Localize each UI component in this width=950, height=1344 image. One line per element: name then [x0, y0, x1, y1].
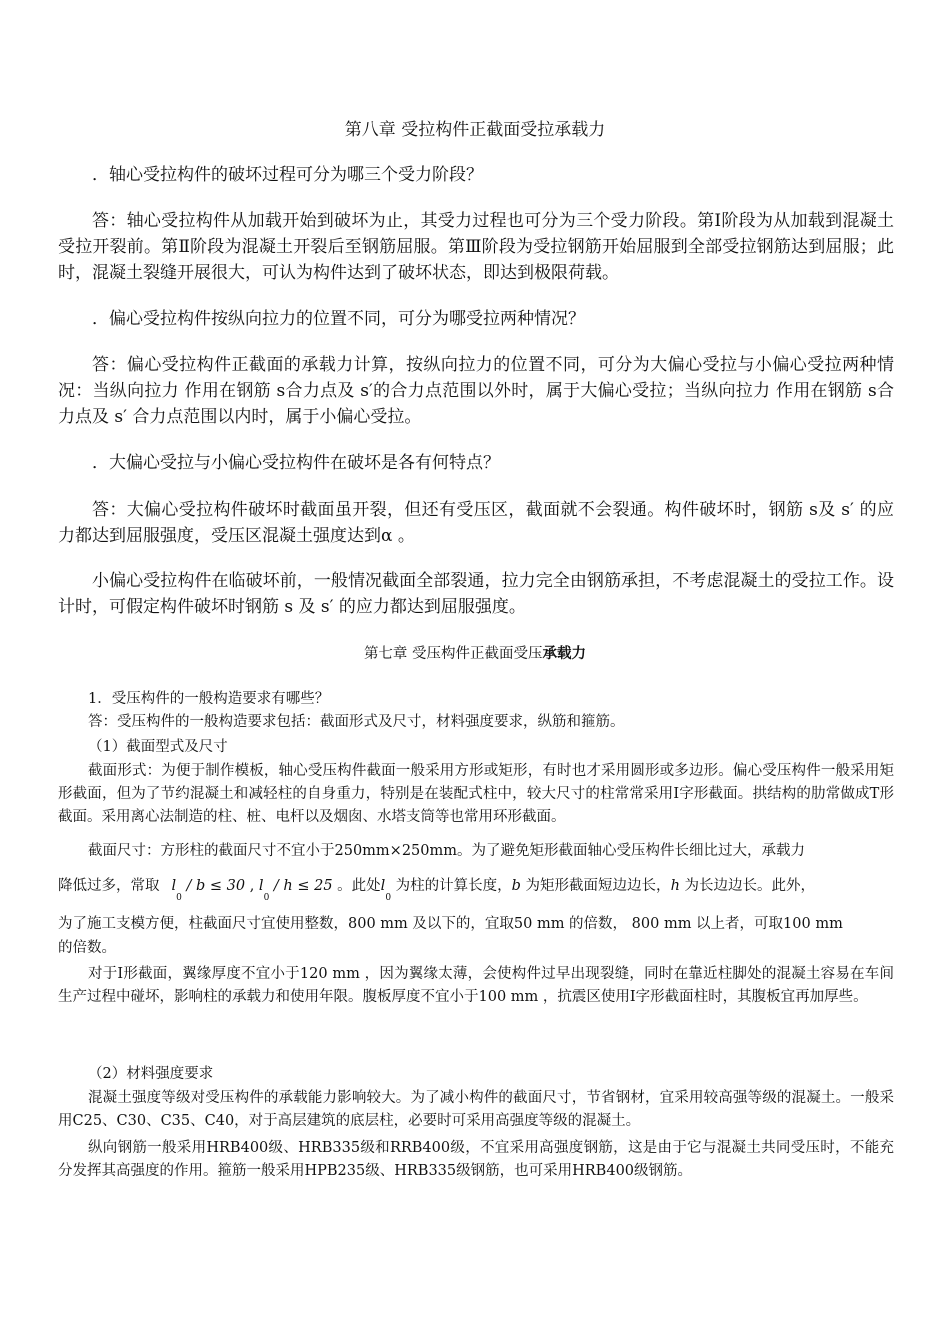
ch7-answer-1: 答：受压构件的一般构造要求包括：截面形式及尺寸，材料强度要求，纵筋和箍筋。 — [88, 714, 625, 730]
section-2-heading: （2）材料强度要求 — [88, 1066, 214, 1082]
formula-h-ratio: / h ≤ 25 — [269, 878, 333, 894]
formula-h: h — [670, 878, 680, 894]
section-steel-paragraph: 纵向钢筋一般采用HRB400级、HRB335级和RRB400级，不宜采用高强度钢筋，这是由于它与混凝土共同受压时，不能充分发挥其高强度的作用。箍筋一般采用HPB235级、HRB335级钢筋，也可采用HRB400级钢筋。 — [58, 1140, 894, 1179]
section-1-heading: （1）截面型式及尺寸 — [88, 739, 228, 755]
formula-mid: 。此处 — [332, 878, 381, 894]
formula-sub-2: 0 — [263, 892, 270, 903]
answer-3: 答：大偏心受拉构件破坏时截面虽开裂，但还有受压区，截面就不会裂通。构件破坏时，钢筋 s及 s′ 的应力都达到屈服强度，受压区混凝土强度达到α 。 — [58, 500, 894, 546]
ch7-question-1: 1．受压构件的一般构造要求有哪些？ — [88, 691, 330, 707]
section-concrete-paragraph: 混凝土强度等级对受压构件的承载能力影响较大。为了减小构件的截面尺寸，节省钢材，宜采用较高强等级的混凝土。一般采用C25、C30、C35、C40，对于高层建筑的底层柱，必要时可采用高强度等级的混凝土。 — [58, 1090, 894, 1129]
question-2: ．偏心受拉构件按纵向拉力的位置不同，可分为哪受拉两种情况？ — [92, 309, 585, 329]
answer-2: 答：偏心受拉构件正截面的承载力计算，按纵向拉力的位置不同，可分为大偏心受拉与小偏心受拉两种情况：当纵向拉力 作用在钢筋 s合力点及 s′的合力点范围以外时，属于大偏心受拉；当纵向拉力 作用在钢筋 s合力点及 s′ 合力点范围以内时，属于小偏心受拉。 — [58, 355, 894, 427]
question-3: ．大偏心受拉与小偏心受拉构件在破坏是各有何特点？ — [92, 453, 500, 473]
formula-l0-2: l — [258, 878, 264, 894]
chapter-7-title — [0, 643, 950, 665]
formula-comma: , — [245, 878, 259, 894]
formula-b-ratio: / b ≤ 30 — [181, 878, 246, 894]
section-size-multiple-line: 的倍数。 — [58, 940, 116, 956]
formula-sub-3: 0 — [385, 892, 392, 903]
formula-end: 为长边边长。此外， — [679, 878, 816, 894]
chapter-7-title-plain: 第七章 受压构件正截面受压 — [363, 646, 543, 662]
answer-3-continued: 小偏心受拉构件在临破坏前，一般情况截面全部裂通，拉力完全由钢筋承担，不考虑混凝土的受拉工作。设计时，可假定构件破坏时钢筋 s 及 s′ 的应力都达到屈服强度。 — [58, 571, 894, 617]
formula-mid3: 为矩形截面短边边长， — [520, 878, 671, 894]
question-1: ．轴心受拉构件的破坏过程可分为哪三个受力阶段？ — [92, 165, 483, 185]
formula-mid2: 为柱的计算长度， — [391, 878, 512, 894]
answer-1: 答：轴心受拉构件从加载开始到破坏为止，其受力过程也可分为三个受力阶段。第Ⅰ阶段为从加载到混凝土受拉开裂前。第Ⅱ阶段为混凝土开裂后至钢筋屈服。第Ⅲ阶段为受拉钢筋开始屈服到全部受拉钢筋达到屈服；此时，混凝土裂缝开展很大，可认为构件达到了破坏状态，即达到极限荷载。 — [58, 211, 894, 283]
formula-l0-1: l — [171, 878, 177, 894]
formula-sub-1: 0 — [176, 892, 182, 903]
chapter-7-title-bold: 承载力 — [542, 645, 587, 662]
section-I-paragraph: 对于Ⅰ形截面，翼缘厚度不宜小于120 mm ，因为翼缘太薄，会使构件过早出现裂缝，同时在靠近柱脚处的混凝土容易在车间生产过程中碰坏，影响柱的承载力和使用年限。腹板厚度不宜小于100 mm ，抗震区使用Ⅰ字形截面柱时，其腹板宜再加厚些。 — [58, 966, 894, 1005]
formula-b: b — [511, 878, 521, 894]
chapter-8-title: 第八章 受拉构件正截面受拉承载力 — [344, 120, 606, 140]
formula-prefix: 降低过多，常取 — [58, 878, 160, 894]
formula-l0-3: l — [380, 878, 386, 894]
section-size-integer-line: 为了施工支模方便，柱截面尺寸宜使用整数，800 mm 及以下的，宜取50 mm 的倍数， 800 mm 以上者，可取100 mm — [58, 916, 843, 932]
section-size-formula-line — [58, 875, 894, 904]
section-form-paragraph: 截面形式：为便于制作模板，轴心受压构件截面一般采用方形或矩形，有时也才采用圆形或多边形。偏心受压构件一般采用矩形截面，但为了节约混凝土和减轻柱的自身重力，特别是在装配式柱中，较大尺寸的柱常常采用Ⅰ字形截面。拱结构的肋常做成T形截面。采用离心法制造的柱、桩、电杆以及烟囱、水塔支筒等也常用环形截面。 — [58, 763, 894, 825]
section-size-paragraph: 截面尺寸：方形柱的截面尺寸不宜小于250mm×250mm。为了避免矩形截面轴心受压构件长细比过大，承载力 — [88, 843, 805, 859]
